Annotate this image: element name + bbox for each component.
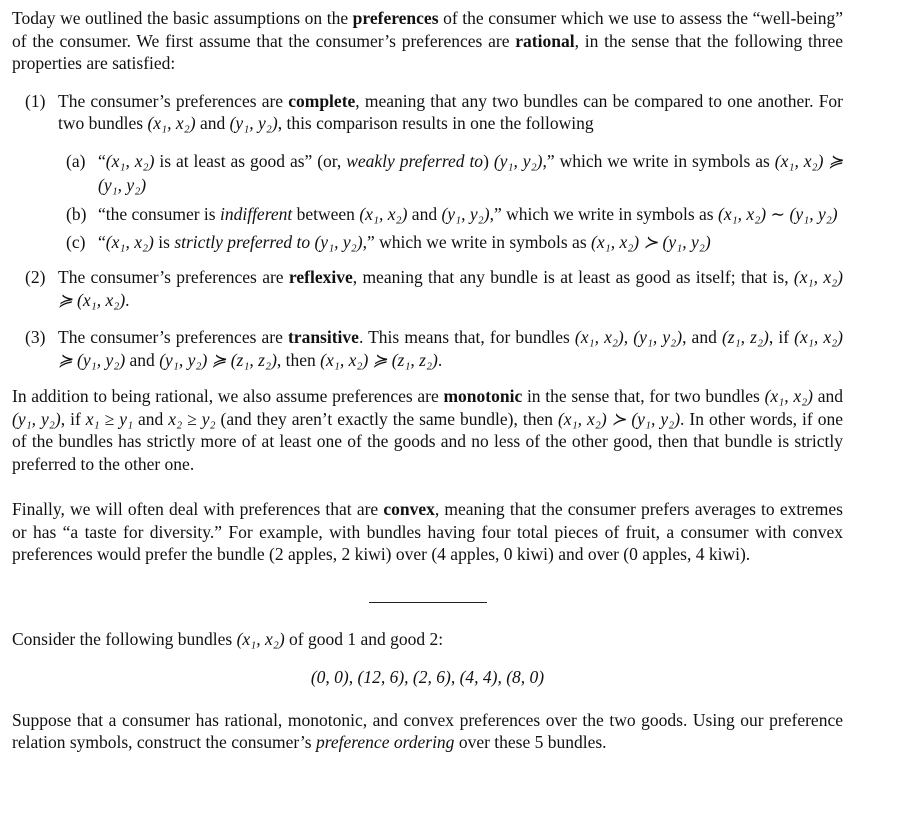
text: in the sense that, for two bundles: [522, 386, 765, 406]
list-label: (1): [25, 90, 46, 111]
bold-term: transitive: [287, 327, 359, 347]
text: Suppose that a consumer has rational, monotonic, and convex preferences over the two goods. Using our preference relation symbols, construct the consumer’s: [12, 709, 843, 752]
text: and: [133, 408, 169, 429]
paragraph: [12, 7, 843, 75]
italic-text: preference ordering: [315, 732, 455, 752]
paragraph: [12, 709, 843, 754]
text: The consumer’s preferences are: [58, 327, 288, 347]
math-expression: (x₁, x₂): [359, 203, 408, 224]
paragraph: [12, 498, 843, 566]
list-item: [12, 90, 843, 135]
paragraph: [12, 628, 843, 651]
math-expression: (y₁, y₂): [229, 113, 278, 133]
text: , this comparison results in one the following: [277, 113, 594, 133]
horizontal-rule: [369, 602, 487, 603]
sub-list-item: [12, 231, 843, 254]
text: Today we outlined the basic assumptions on the: [12, 8, 353, 28]
text: “: [98, 231, 106, 252]
text: , and: [682, 327, 722, 347]
text: . In other words, if one of the bundles has strictly more of at least one of the goods and no less of the other good, then that bundle is strictly preferred to the other one.: [12, 408, 843, 474]
bold-term: reflexive: [288, 267, 353, 287]
list-label: (c): [66, 231, 86, 252]
paragraph: [12, 385, 843, 475]
text: over these 5 bundles.: [454, 732, 607, 752]
math-expression: (x₁, x₂): [105, 150, 155, 171]
text: , meaning that the consumer prefers averages to extremes or has “a taste for diversity.” For example, with bundles having four total pieces of fruit, a consumer with convex preferences would prefer the bundle (2 apples, 2 kiwi) over (4 apples, 0 kiwi) and over (0 apples, 4 kiwi).: [12, 499, 843, 564]
math-expression: (z₁, z₂): [721, 327, 769, 347]
text: The consumer’s preferences are: [58, 267, 289, 287]
text: , then: [276, 349, 321, 370]
text: “the consumer is: [98, 203, 220, 224]
text: , meaning that any two bundles can be compared to one another. For two bundles: [58, 90, 844, 133]
math-expression: (y₁, y₂): [12, 408, 61, 429]
list-item: [12, 266, 843, 311]
list-label: (2): [25, 267, 46, 287]
list-label: (a): [66, 150, 86, 171]
math-expression: (x₁, x₂): [105, 231, 154, 252]
math-expression: (y₁, y₂): [493, 150, 543, 171]
math-expression: (x₁, x₂) ≽ (y₁, y₂): [58, 327, 843, 370]
sub-list-item: [12, 202, 843, 226]
math-expression: (y₁, y₂): [441, 203, 490, 224]
bold-term: convex: [383, 499, 435, 519]
math-expression: (x₁, x₂) ≽ (z₁, z₂): [320, 349, 438, 370]
math-expression: (x₁, x₂) ≽ (y₁, y₂): [98, 150, 844, 195]
text: .: [437, 349, 443, 370]
text: Consider the following bundles: [12, 628, 237, 649]
text: is: [153, 231, 175, 252]
math-expression: (x₁, x₂) ≻ (y₁, y₂): [591, 231, 711, 252]
math-expression: x₂ ≥ y₂: [168, 408, 216, 429]
italic-text: weakly preferred to: [346, 150, 484, 171]
centered-math-line: [12, 666, 843, 689]
math-expression: (y₁, y₂): [314, 231, 363, 252]
bold-term: preferences: [352, 8, 439, 28]
math-expression: (x₁, x₂): [147, 113, 196, 133]
math-expression: (x₁, x₂) ∼ (y₁, y₂): [718, 203, 838, 224]
bold-term: monotonic: [443, 386, 523, 406]
math-expression: (x₁, x₂) ≻ (y₁, y₂): [557, 408, 681, 429]
text: is at least as good as” (or,: [154, 150, 347, 171]
math-expression: x₁ ≥ y₁: [85, 408, 134, 429]
list-item: [12, 326, 843, 371]
math-expression: (x₁, x₂), (y₁, y₂): [574, 327, 683, 347]
text: , meaning that any bundle is at least as good as itself; that is,: [352, 267, 794, 287]
math-expression: (x₁, x₂) ≽ (x₁, x₂): [58, 267, 843, 310]
text: .: [125, 289, 130, 310]
bold-term: complete: [288, 90, 356, 111]
text: and: [195, 113, 230, 133]
italic-text: indifferent: [219, 203, 293, 224]
text: , if: [60, 408, 86, 429]
text: (and they aren’t exactly the same bundle), then: [215, 408, 558, 429]
text: ,” which we write in symbols as: [542, 150, 775, 171]
math-expression: (y₁, y₂) ≽ (z₁, z₂): [159, 349, 277, 370]
text: between: [292, 203, 360, 224]
list-label: (3): [25, 327, 46, 347]
text: , if: [768, 327, 795, 347]
bold-term: rational: [515, 30, 575, 51]
text: “: [98, 150, 106, 171]
text: Finally, we will often deal with preferences that are: [12, 499, 384, 519]
math-expression: (x₁, x₂): [236, 628, 285, 649]
sub-list-item: [12, 149, 843, 197]
math-expression: (0, 0), (12, 6), (2, 6), (4, 4), (8, 0): [310, 667, 545, 687]
text: ,” which we write in symbols as: [489, 203, 718, 224]
text: of the consumer which we use to assess the “well-being” of the consumer. We first assume that the consumer’s preferences are: [12, 8, 843, 51]
text: . This means that, for bundles: [358, 327, 575, 347]
text: ,” which we write in symbols as: [362, 231, 592, 252]
list-label: (b): [66, 203, 87, 224]
text: of good 1 and good 2:: [284, 628, 444, 649]
text: and: [407, 203, 442, 224]
text: ): [483, 150, 494, 171]
text: and: [813, 386, 843, 406]
math-expression: (x₁, x₂): [764, 386, 814, 406]
text: and: [125, 349, 160, 370]
text: , in the sense that the following three properties are satisfied:: [12, 30, 843, 73]
text: In addition to being rational, we also assume preferences are: [12, 386, 444, 406]
text: The consumer’s preferences are: [58, 90, 289, 111]
italic-text: strictly preferred to: [174, 231, 311, 252]
